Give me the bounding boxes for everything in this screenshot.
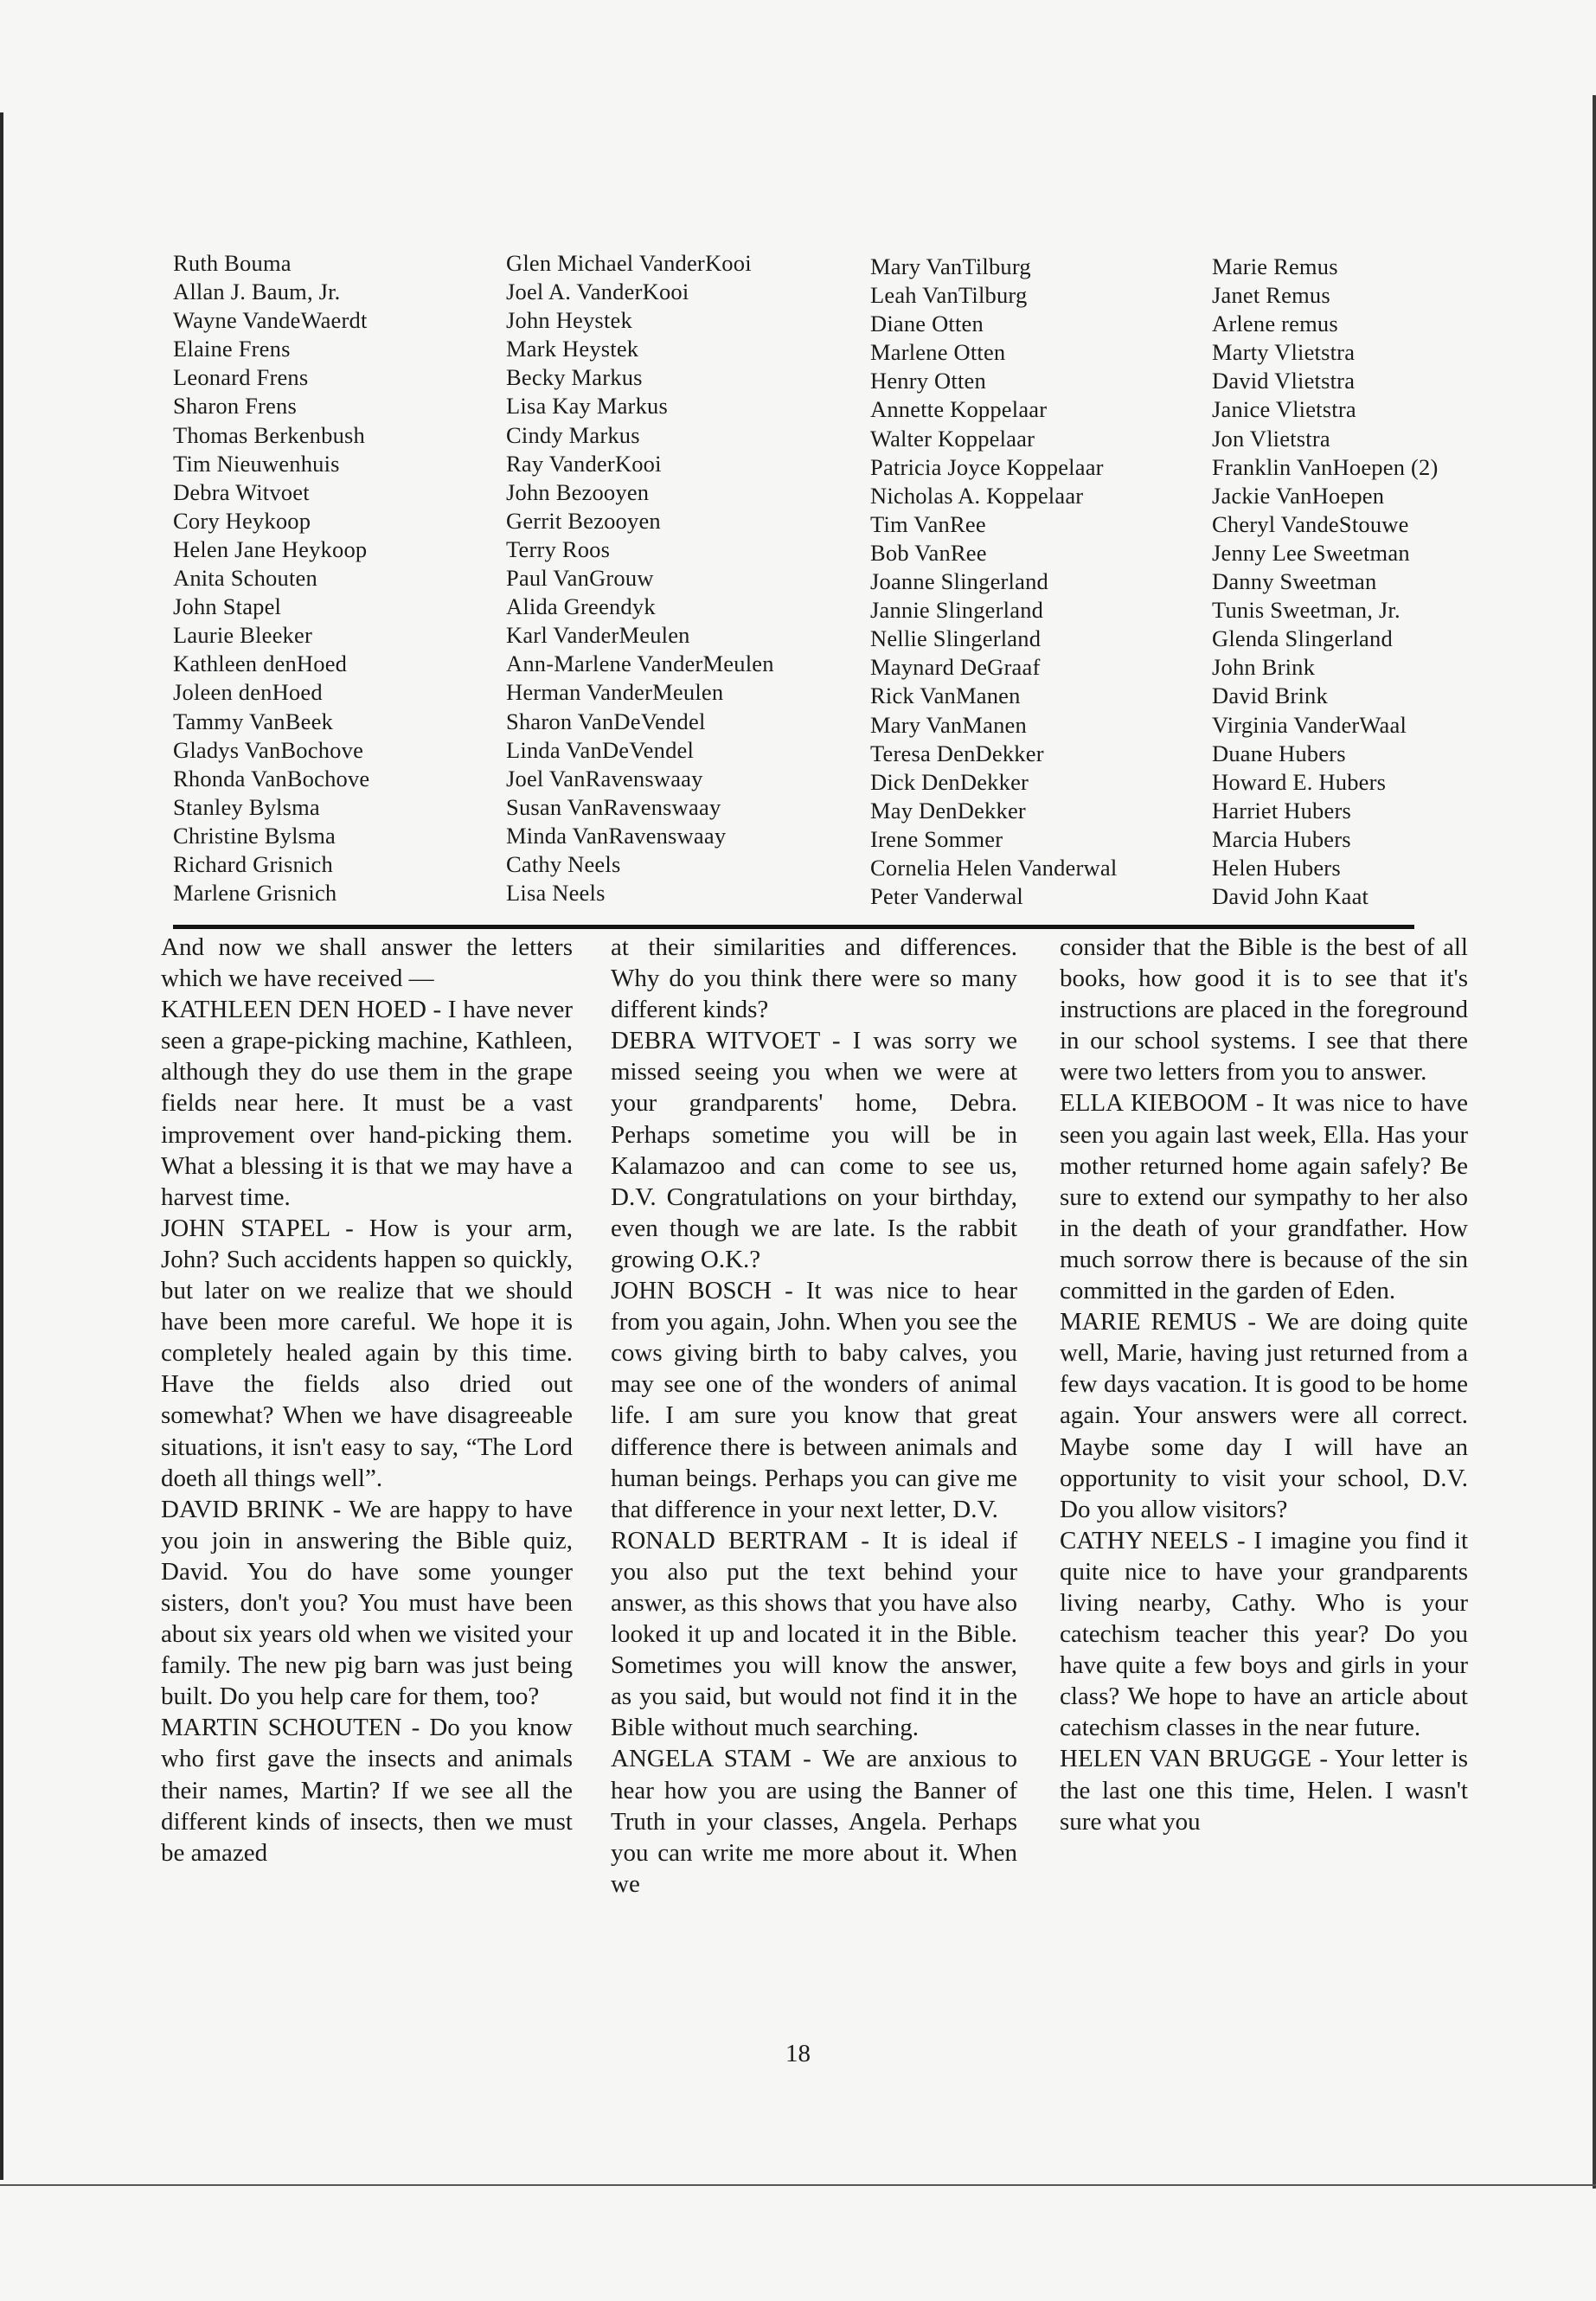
name-entry: Wayne VandeWaerdt bbox=[173, 307, 368, 334]
name-entry: Becky Markus bbox=[506, 364, 643, 391]
letter-recipient: ELLA KIEBOOM bbox=[1060, 1089, 1248, 1118]
name-entry: Patricia Joyce Koppelaar bbox=[870, 453, 1104, 480]
name-entry: Virginia VanderWaal bbox=[1212, 711, 1407, 738]
name-entry: David Vlietstra bbox=[1212, 368, 1356, 394]
name-entry: Paul VanGrouw bbox=[506, 565, 654, 592]
name-entry: Dick DenDekker bbox=[870, 768, 1029, 795]
name-entry: Marcia Hubers bbox=[1212, 825, 1351, 852]
name-entry: Janet Remus bbox=[1212, 282, 1330, 309]
letter-recipient: DAVID BRINK bbox=[161, 1495, 325, 1523]
letter-text: - I was sorry we missed seeing you when we were at your grandparents' home, Debra. Perhaps sometime you will be in Kalamazoo and can come to see us, D.V. Congratulations on your birthday, even though we are late. Is the rabbit growing O.K.? bbox=[611, 1027, 1017, 1273]
name-entry: Anita Schouten bbox=[173, 565, 317, 592]
name-entry: Karl VanderMeulen bbox=[506, 622, 690, 649]
letter-paragraph bbox=[161, 932, 573, 994]
letter-text: - It was nice to hear from you again, John. When you see the cows giving birth to baby calves, you may see one of the wonders of animal life. I am sure you know that great difference there is between animals and human beings. Perhaps you can give me that difference in your next letter, D.V. bbox=[611, 1277, 1017, 1523]
letters-column-3 bbox=[1060, 932, 1468, 1837]
name-entry: Helen Hubers bbox=[1212, 854, 1341, 881]
name-entry: Mary VanTilburg bbox=[870, 253, 1031, 279]
letter-paragraph bbox=[611, 932, 1017, 1025]
name-entry: Linda VanDeVendel bbox=[506, 736, 695, 763]
letter-recipient: JOHN STAPEL bbox=[161, 1214, 330, 1242]
name-entry: Tunis Sweetman, Jr. bbox=[1212, 597, 1401, 624]
name-entry: Cindy Markus bbox=[506, 421, 640, 448]
scan-edge-bottom bbox=[0, 2184, 1596, 2186]
letter-recipient: RONALD BERTRAM bbox=[611, 1526, 849, 1554]
name-entry: Joel VanRavenswaay bbox=[506, 765, 703, 792]
letter-text: - We are happy to have you join in answering the Bible quiz, David. You do have some younger sisters, don't you? You must have been about six years old when we visited your family. The new pig barn was just being built. Do you help care for them, too? bbox=[161, 1495, 573, 1711]
name-entry: Jannie Slingerland bbox=[870, 597, 1044, 624]
letter-text: at their similarities and differences. Why do you think there were so many different kinds? bbox=[611, 933, 1017, 1024]
letter-paragraph bbox=[161, 1712, 573, 1868]
name-entry: Tim VanRee bbox=[870, 510, 986, 537]
letter-text: - Do you know who first gave the insects and animals their names, Martin? If we see all the different kinds of insects, then we must be amazed bbox=[161, 1714, 573, 1867]
name-entry: Lisa Kay Markus bbox=[506, 393, 668, 420]
letter-text: - We are doing quite well, Marie, having just returned from a few days vacation. It is good to be home again. Your answers were all correct. Maybe some day I will have an opportunity to visit your school, D.V. Do you allow visitors? bbox=[1060, 1308, 1469, 1523]
name-entry: Glenda Slingerland bbox=[1212, 625, 1393, 652]
letter-paragraph bbox=[161, 1213, 573, 1494]
name-entry: Elaine Frens bbox=[173, 336, 291, 362]
name-entry: Lisa Neels bbox=[506, 880, 606, 907]
name-entry: May DenDekker bbox=[870, 797, 1026, 824]
name-entry: Jackie VanHoepen bbox=[1212, 482, 1385, 509]
scan-edge-left bbox=[0, 112, 3, 2180]
name-entry: Tammy VanBeek bbox=[173, 708, 333, 734]
name-entry: Marlene Grisnich bbox=[173, 880, 337, 907]
section-divider bbox=[173, 925, 1414, 929]
name-entry: Marty Vlietstra bbox=[1212, 339, 1356, 366]
name-entry: Thomas Berkenbush bbox=[173, 421, 365, 448]
name-entry: David John Kaat bbox=[1212, 883, 1369, 910]
name-entry: Glen Michael VanderKooi bbox=[506, 250, 752, 276]
names-column-3 bbox=[870, 253, 1216, 911]
letter-text: - We are anxious to hear how you are using the Banner of Truth in your classes, Angela. Perhaps you can write me more about it. When we bbox=[611, 1745, 1017, 1898]
letter-recipient: KATHLEEN DEN HOED bbox=[161, 996, 426, 1024]
letter-paragraph bbox=[1060, 1743, 1468, 1836]
name-entry: Terry Roos bbox=[506, 535, 611, 562]
name-entry: Peter Vanderwal bbox=[870, 883, 1023, 910]
name-entry: Leonard Frens bbox=[173, 364, 309, 391]
name-entry: Susan VanRavenswaay bbox=[506, 793, 721, 820]
name-entry: Helen Jane Heykoop bbox=[173, 535, 368, 562]
name-entry: Cathy Neels bbox=[506, 850, 621, 877]
page-number: 18 bbox=[785, 2040, 811, 2067]
name-entry: Christine Bylsma bbox=[173, 822, 336, 849]
letter-paragraph bbox=[1060, 1525, 1468, 1744]
name-entry: Irene Sommer bbox=[870, 825, 1003, 852]
name-entry: Janice Vlietstra bbox=[1212, 396, 1356, 423]
name-entry: Walter Koppelaar bbox=[870, 425, 1035, 452]
letter-recipient: DEBRA WITVOET bbox=[611, 1027, 820, 1055]
letters-column-1 bbox=[161, 932, 573, 1868]
name-entry: Joel A. VanderKooi bbox=[506, 279, 689, 305]
names-column-2 bbox=[506, 249, 852, 907]
letter-recipient: ANGELA STAM bbox=[611, 1745, 792, 1773]
name-entry: Cheryl VandeStouwe bbox=[1212, 510, 1409, 537]
name-entry: Minda VanRavenswaay bbox=[506, 822, 727, 849]
name-entry: Leah VanTilburg bbox=[870, 282, 1028, 309]
letter-text: - It is ideal if you also put the text behind your answer, as this shows that you have also looked it up and located it in the Bible. Sometimes you will know the answer, as you said, but would not find it in the Bible without much searching. bbox=[611, 1526, 1017, 1742]
name-entry: David Brink bbox=[1212, 683, 1328, 709]
name-entry: Maynard DeGraaf bbox=[870, 654, 1041, 681]
name-entry: Henry Otten bbox=[870, 368, 986, 394]
name-entry: Arlene remus bbox=[1212, 311, 1338, 337]
letter-paragraph bbox=[611, 1275, 1017, 1525]
name-entry: Franklin VanHoepen (2) bbox=[1212, 453, 1439, 480]
names-column-4 bbox=[1212, 253, 1558, 911]
name-entry: Richard Grisnich bbox=[173, 850, 333, 877]
letter-paragraph bbox=[1060, 1306, 1468, 1525]
name-entry: John Brink bbox=[1212, 654, 1316, 681]
name-entry: Teresa DenDekker bbox=[870, 740, 1044, 766]
name-entry: Harriet Hubers bbox=[1212, 797, 1351, 824]
name-entry: Debra Witvoet bbox=[173, 478, 310, 505]
letter-recipient: HELEN VAN BRUGGE bbox=[1060, 1745, 1312, 1773]
name-entry: Joleen denHoed bbox=[173, 679, 323, 706]
letter-text: - How is your arm, John? Such accidents happen so quickly, but later on we realize that we should have been more careful. We hope it is completely healed again by this time. Have the fields also dried out somewhat? When we have disagreeable situations, it isn't easy to say, “The Lord doeth all things well”. bbox=[161, 1214, 573, 1492]
name-entry: Annette Koppelaar bbox=[870, 396, 1048, 423]
letter-text: consider that the Bible is the best of all books, how good it is to see that it's instructions are placed in the foreground in our school systems. I see that there were two letters from you to answer. bbox=[1060, 933, 1468, 1086]
name-entry: Danny Sweetman bbox=[1212, 568, 1377, 595]
letter-recipient: CATHY NEELS bbox=[1060, 1526, 1229, 1554]
letter-recipient: MARTIN SCHOUTEN bbox=[161, 1714, 402, 1742]
name-entry: Ray VanderKooi bbox=[506, 450, 662, 477]
letter-paragraph bbox=[161, 994, 573, 1213]
name-entry: Jenny Lee Sweetman bbox=[1212, 539, 1410, 566]
letter-paragraph bbox=[611, 1025, 1017, 1275]
letter-paragraph bbox=[611, 1743, 1017, 1899]
name-entry: Bob VanRee bbox=[870, 539, 987, 566]
name-entry: Duane Hubers bbox=[1212, 740, 1346, 766]
name-entry: Herman VanderMeulen bbox=[506, 679, 724, 706]
name-entry: Laurie Bleeker bbox=[173, 622, 312, 649]
name-entry: Sharon Frens bbox=[173, 393, 297, 420]
name-entry: Marie Remus bbox=[1212, 253, 1338, 279]
name-entry: Alida Greendyk bbox=[506, 593, 656, 620]
name-entry: Cornelia Helen Vanderwal bbox=[870, 854, 1118, 881]
name-entry: Joanne Slingerland bbox=[870, 568, 1048, 595]
name-entry: Sharon VanDeVendel bbox=[506, 708, 706, 734]
name-entry: Jon Vlietstra bbox=[1212, 425, 1330, 452]
name-entry: Allan J. Baum, Jr. bbox=[173, 279, 341, 305]
name-entry: Nellie Slingerland bbox=[870, 625, 1042, 652]
name-entry: Rhonda VanBochove bbox=[173, 765, 370, 792]
name-entry: John Stapel bbox=[173, 593, 282, 620]
name-entry: Rick VanManen bbox=[870, 683, 1021, 709]
scan-edge-right bbox=[1593, 95, 1596, 2189]
names-column-1 bbox=[173, 249, 519, 907]
letter-paragraph bbox=[1060, 1087, 1468, 1306]
name-entry: Ruth Bouma bbox=[173, 250, 292, 276]
name-entry: Marlene Otten bbox=[870, 339, 1006, 366]
letter-paragraph bbox=[161, 1494, 573, 1713]
name-entry: Mary VanManen bbox=[870, 711, 1027, 738]
letter-text: - I have never seen a grape-picking machine, Kathleen, although they do use them in the grape fields near here. It must be a vast improvement over hand-picking them. What a blessing it is that we may have a harvest time. bbox=[161, 996, 573, 1211]
name-entry: Tim Nieuwenhuis bbox=[173, 450, 340, 477]
name-entry: Diane Otten bbox=[870, 311, 984, 337]
letter-text: - I imagine you find it quite nice to have your grandparents living nearby, Cathy. Who is your catechism teacher this year? Do you have quite a few boys and girls in your class? We hope to have an article about catechism classes in the near future. bbox=[1060, 1526, 1468, 1742]
name-entry: John Heystek bbox=[506, 307, 632, 334]
name-entry: Kathleen denHoed bbox=[173, 651, 348, 677]
name-entry: Gerrit Bezooyen bbox=[506, 507, 661, 534]
name-entry: Howard E. Hubers bbox=[1212, 768, 1387, 795]
name-entry: John Bezooyen bbox=[506, 478, 650, 505]
name-entry: Ann-Marlene VanderMeulen bbox=[506, 651, 774, 677]
name-entry: Stanley Bylsma bbox=[173, 793, 320, 820]
name-entry: Nicholas A. Koppelaar bbox=[870, 482, 1084, 509]
name-entry: Cory Heykoop bbox=[173, 507, 311, 534]
letter-text: - It was nice to have seen you again last week, Ella. Has your mother returned home again safely? Be sure to extend our sympathy to her also in the death of your grandfather. How much sorrow there is because of the sin committed in the garden of Eden. bbox=[1060, 1089, 1468, 1305]
letter-text: - Your letter is the last one this time, Helen. I wasn't sure what you bbox=[1060, 1745, 1468, 1836]
letter-paragraph bbox=[1060, 932, 1468, 1087]
name-entry: Mark Heystek bbox=[506, 336, 639, 362]
letter-paragraph bbox=[611, 1525, 1017, 1744]
letter-recipient: MARIE REMUS bbox=[1060, 1308, 1238, 1336]
letter-text: And now we shall answer the letters which we have received — bbox=[161, 933, 573, 993]
letter-recipient: JOHN BOSCH bbox=[611, 1277, 772, 1305]
name-entry: Gladys VanBochove bbox=[173, 736, 364, 763]
letters-column-2 bbox=[611, 932, 1017, 1900]
